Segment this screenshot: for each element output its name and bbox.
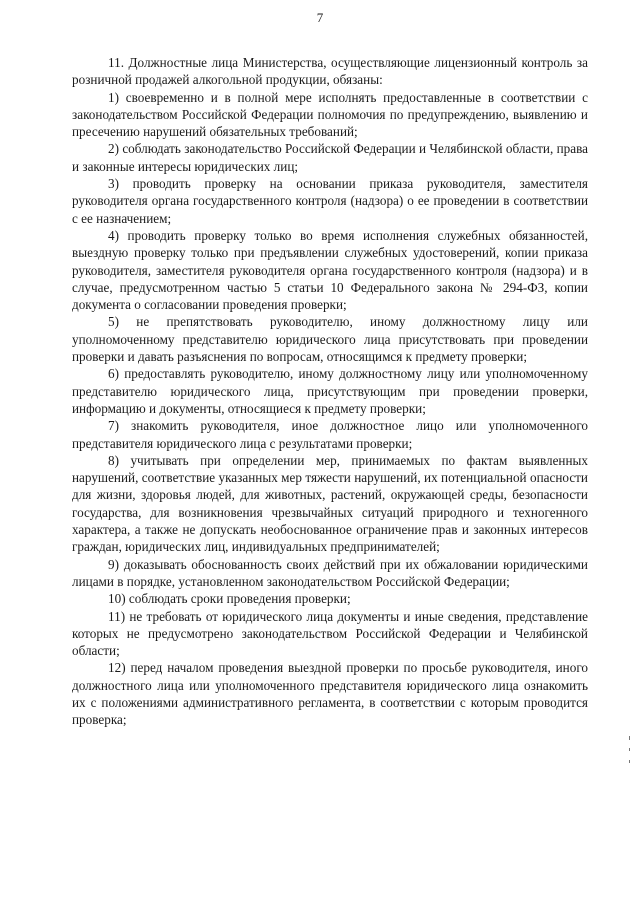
scan-edge-mark [629, 736, 630, 740]
list-item-2: 2) соблюдать законодательство Российской Федерации и Челябинской области, права и законные интересы юридических лиц; [72, 141, 588, 174]
list-item-12: 12) перед началом проведения выездной проверки по просьбе руководителя, иного должностного лица или уполномоченного представителя юридического лица ознакомить их с положениями административного регламента, в соответствии с которым проводится проверка; [72, 660, 588, 728]
document-body [72, 54, 588, 729]
list-item-8: 8) учитывать при определении мер, принимаемых по фактам выявленных нарушений, соответствие указанных мер тяжести нарушений, их потенциальной опасности для жизни, здоровья людей, для животных, растений, окружающей среды, безопасности государства, для возникновения чрезвычайных ситуаций природного и техногенного характера, а также не допускать необоснованное ограничение прав и законных интересов граждан, юридических лиц, индивидуальных предпринимателей; [72, 452, 588, 555]
list-item-10: 10) соблюдать сроки проведения проверки; [108, 591, 351, 607]
page-number: 7 [316, 10, 324, 25]
list-item-6: 6) предоставлять руководителю, иному должностному лицу или уполномоченному представителю юридического лица, присутствующим при проведении проверки, информацию и документы, относящиеся к предмету проверки; [72, 366, 588, 416]
list-item-4: 4) проводить проверку только во время исполнения служебных обязанностей, выездную проверку только при предъявлении служебных удостоверений, копии приказа руководителя, заместителя руководителя органа государственного контроля (надзора) и в случае, предусмотренном частью 5 статьи 10 Федерального закона № 294-ФЗ, копии документа о согласовании проведения проверки; [72, 227, 588, 313]
scan-edge-mark [629, 760, 630, 763]
list-item-7: 7) знакомить руководителя, иное должностное лицо или уполномоченного представителя юридического лица с результатами проверки; [72, 418, 588, 451]
paragraph-11: 11. Должностные лица Министерства, осуществляющие лицензионный контроль за розничной продажей алкогольной продукции, обязаны: [72, 55, 588, 88]
list-item-1: 1) своевременно и в полной мере исполнять предоставленные в соответствии с законодательством Российской Федерации полномочия по предупреждению, выявлению и пресечению нарушений обязательных требований; [72, 89, 588, 140]
list-item-11: 11) не требовать от юридического лица документы и иные сведения, представление которых не предусмотрено законодательством Российской Федерации и Челябинской области; [72, 608, 588, 659]
list-item-5: 5) не препятствовать руководителю, иному должностному лицу или уполномоченному представителю юридического лица присутствовать при проведении проверки и давать разъяснения по вопросам, относящимся к предмету проверки; [72, 314, 588, 365]
list-item-3: 3) проводить проверку на основании приказа руководителя, заместителя руководителя органа государственного контроля (надзора) о ее проведении в соответствии с ее назначением; [72, 176, 588, 226]
scan-edge-mark [629, 748, 630, 751]
list-item-9: 9) доказывать обоснованность своих действий при их обжаловании юридическими лицами в порядке, установленном законодательством Российской Федерации; [72, 556, 588, 589]
